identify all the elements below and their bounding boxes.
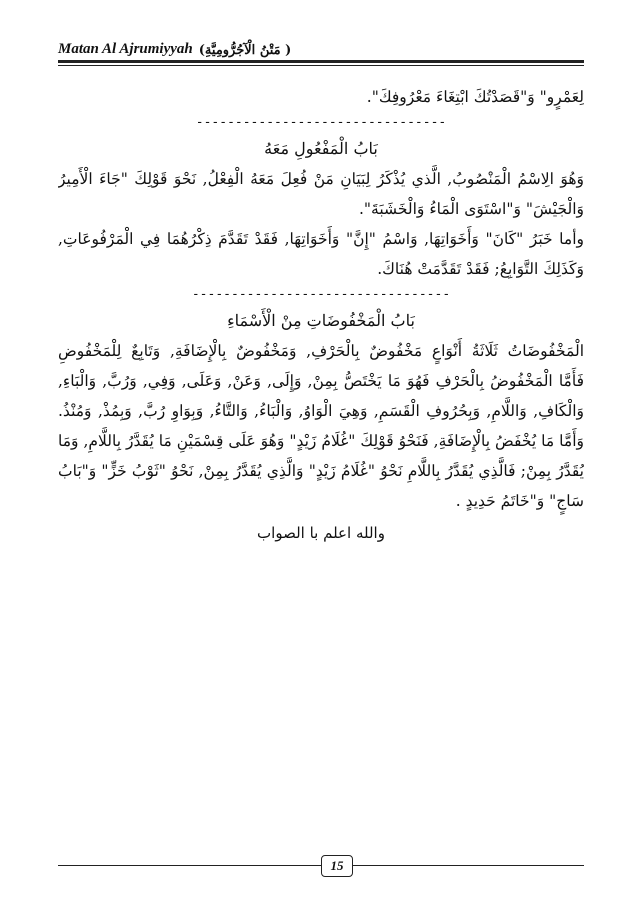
page-body (58, 82, 584, 550)
page-number: 15 (321, 855, 353, 877)
text-line: يُقَدَّرُ بِمِنْ; فَالَّذِي يُقَدَّرُ بِاللَّامِ نَحْوُ "غُلَامُ زَيْدٍ" وَالَّذِي يُقَدَّرُ بِمِنْ, نَحْوُ "ثَوْبُ خَزٍّ" وَ"بَابُ (58, 462, 584, 480)
header-title-arabic: (مَتْنُ الْآجُرُّومِيَّةِ ) (198, 43, 292, 58)
section-divider: -------------------------------- (195, 115, 447, 130)
text-line: وَهُوَ الِاسْمُ الْمَنْصُوبُ, الَّذي يُذْكَرُ لِبَيَانِ مَنْ فُعِلَ مَعَهُ الْفِعْلُ, نَحْوَ قَوْلِكَ "جَاءَ الْأَمِيرُ (58, 170, 584, 188)
text-line: وَكَذَلِكَ التَّوَابِعُ; فَقَدْ تَقَدَّمَتْ هُنَاكَ. (377, 260, 584, 278)
page-header (58, 36, 582, 58)
text-line: وَالْجَيْشَ" وَ"اسْتَوَى الْمَاءُ وَالْخَشَبَةَ". (359, 200, 584, 218)
header-rule-thin (58, 65, 584, 66)
closing-phrase: والله اعلم با الصواب (257, 524, 385, 542)
header-rule-thick (58, 60, 584, 63)
text-line: سَاجٍ" وَ"خَاتَمُ حَدِيدٍ . (455, 492, 584, 510)
text-line: فَأَمَّا الْمَخْفُوضُ بِالْحَرْفِ فَهُوَ مَا يَخْتَصُّ بِمِنْ, وَإِلَى, وَعَنْ, وَعَلَى, وَفِي, وَرُبَّ, وَالْبَاءِ, (58, 372, 584, 390)
text-line: وَالْكَافِ, وَاللَّامِ, وَبِحُرُوفِ الْقَسَمِ, وَهِيَ الْوَاوُ, وَالْبَاءُ, وَالتَّاءُ, وَبِوَاوِ رُبَّ, وَبِمُذْ, وَمُنْذُ. (58, 402, 584, 420)
text-line: وأما خَبَرُ "كَانَ" وَأَخَوَاتِهَا, وَاسْمُ "إِنَّ" وَأَخَوَاتِهَا, فَقَدْ تَقَدَّمَ ذِكْرُهُمَا فِي الْمَرْفُوعَاتِ, (58, 230, 584, 248)
section-divider: --------------------------------- (191, 287, 451, 302)
section-heading: بَابُ الْمَفْعُولِ مَعَهُ (264, 139, 378, 158)
header-title-latin: Matan Al Ajrumiyyah (58, 41, 193, 57)
text-line: لِعَمْرٍو" وَ"قَصَدْتُكَ ابْتِغَاءَ مَعْرُوفِكَ". (366, 88, 584, 106)
text-line: الْمَخْفُوضَاتُ ثَلَاثَةُ أَنْوَاعٍ مَخْفُوضٌ بِالْحَرْفِ, وَمَخْفُوضٌ بِالْإِضَافَةِ, وَتَابِعٌ لِلْمَخْفُوضِ (58, 342, 584, 360)
text-line: وَأَمَّا مَا يُخْفَضُ بِالْإِضَافَةِ, فَنَحْوُ قَوْلِكَ "غُلَامُ زَيْدٍ" وَهُوَ عَلَى قِسْمَيْنِ مَا يُقَدَّرُ بِاللَّامِ, وَمَا (58, 432, 584, 450)
section-heading: بَابُ الْمَخْفُوضَاتِ مِنْ الْأَسْمَاءِ (227, 311, 415, 330)
